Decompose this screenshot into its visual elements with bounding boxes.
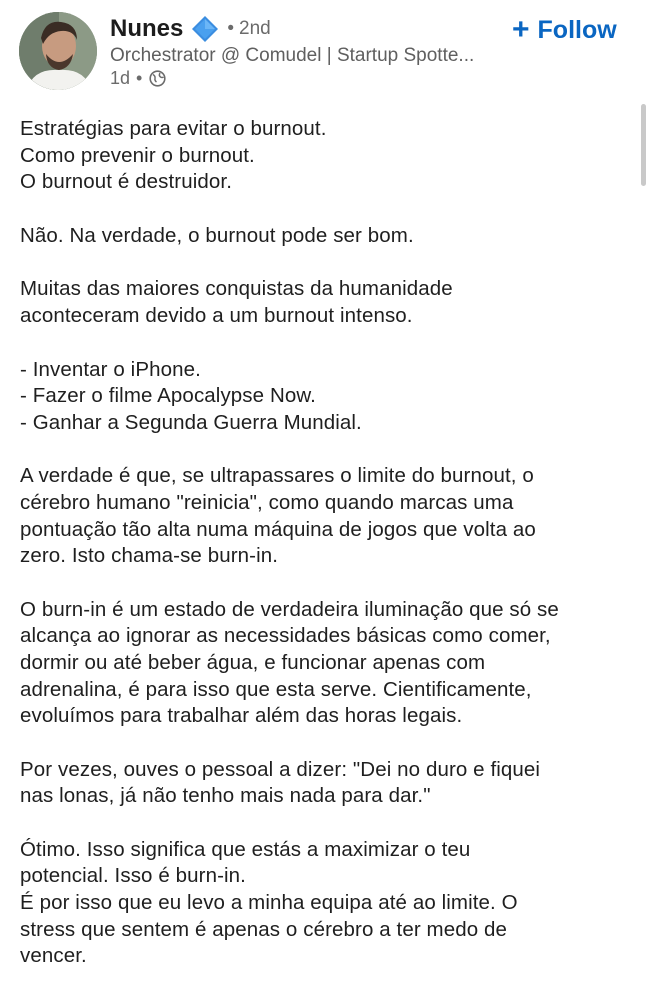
post-time: 1d (110, 68, 131, 88)
author-name[interactable]: Nunes (110, 15, 184, 42)
post-line: evoluímos para trabalhar além das horas legais. (20, 704, 463, 728)
paragraph-break (20, 436, 620, 463)
post-line: - Ganhar a Segunda Guerra Mundial. (20, 410, 362, 434)
post-line: - Fazer o filme Apocalypse Now. (20, 384, 316, 408)
post-line: aconteceram devido a um burnout intenso. (20, 303, 413, 327)
post-line: Ótimo. Isso significa que estás a maximizar o teu (20, 837, 471, 861)
scrollbar-thumb[interactable] (641, 104, 646, 186)
post-text (20, 116, 620, 970)
post-line: potencial. Isso é burn-in. (20, 864, 246, 888)
post-line: Como prevenir o burnout. (20, 143, 255, 167)
globe-icon (149, 70, 166, 87)
premium-diamond-icon (191, 15, 219, 43)
post-line: adrenalina, é para isso que esta serve. Cientificamente, (20, 677, 532, 701)
connection-degree: • 2nd (227, 18, 271, 39)
avatar-photo (19, 12, 97, 90)
plus-icon: + (512, 13, 530, 46)
post-line: cérebro humano "reinicia", como quando marcas uma (20, 490, 514, 514)
author-headline: Orchestrator @ Comudel | Startup Spotte... (110, 45, 475, 66)
post-line: zero. Isto chama-se burn-in. (20, 544, 279, 568)
post-line: Estratégias para evitar o burnout. (20, 117, 327, 140)
post-line: Por vezes, ouves o pessoal a dizer: "Dei no duro e fiquei (20, 757, 541, 781)
post-line: pontuação tão alta numa máquina de jogos que volta ao (20, 517, 536, 541)
follow-label: Follow (537, 15, 617, 44)
paragraph-break (20, 196, 620, 223)
meta-separator: • (136, 68, 143, 88)
post-line: Não. Na verdade, o burnout pode ser bom. (20, 223, 414, 247)
post-line: Muitas das maiores conquistas da humanidade (20, 277, 453, 301)
post-line: stress que sentem é apenas o cérebro a ter medo de (20, 917, 508, 941)
post-line: nas lonas, já não tenho mais nada para dar." (20, 784, 431, 808)
post-meta (110, 68, 166, 89)
post-line: A verdade é que, se ultrapassares o limite do burnout, o (20, 464, 534, 488)
post-header (0, 0, 650, 100)
follow-button[interactable] (512, 12, 617, 48)
post-line: O burnout é destruidor. (20, 170, 232, 194)
post-line: É por isso que eu levo a minha equipa até ao limite. O (20, 891, 518, 915)
paragraph-break (20, 249, 620, 276)
post-line: vencer. (20, 944, 87, 968)
post-line: O burn-in é um estado de verdadeira iluminação que só se (20, 597, 559, 621)
avatar[interactable] (19, 12, 97, 90)
paragraph-break (20, 330, 620, 357)
paragraph-break (20, 730, 620, 757)
paragraph-break (20, 810, 620, 837)
post-line: alcança ao ignorar as necessidades básicas como comer, (20, 624, 551, 648)
post-line: dormir ou até beber água, e funcionar apenas com (20, 650, 486, 674)
paragraph-break (20, 570, 620, 597)
author-name-row (110, 12, 271, 46)
post-line: - Inventar o iPhone. (20, 357, 201, 381)
